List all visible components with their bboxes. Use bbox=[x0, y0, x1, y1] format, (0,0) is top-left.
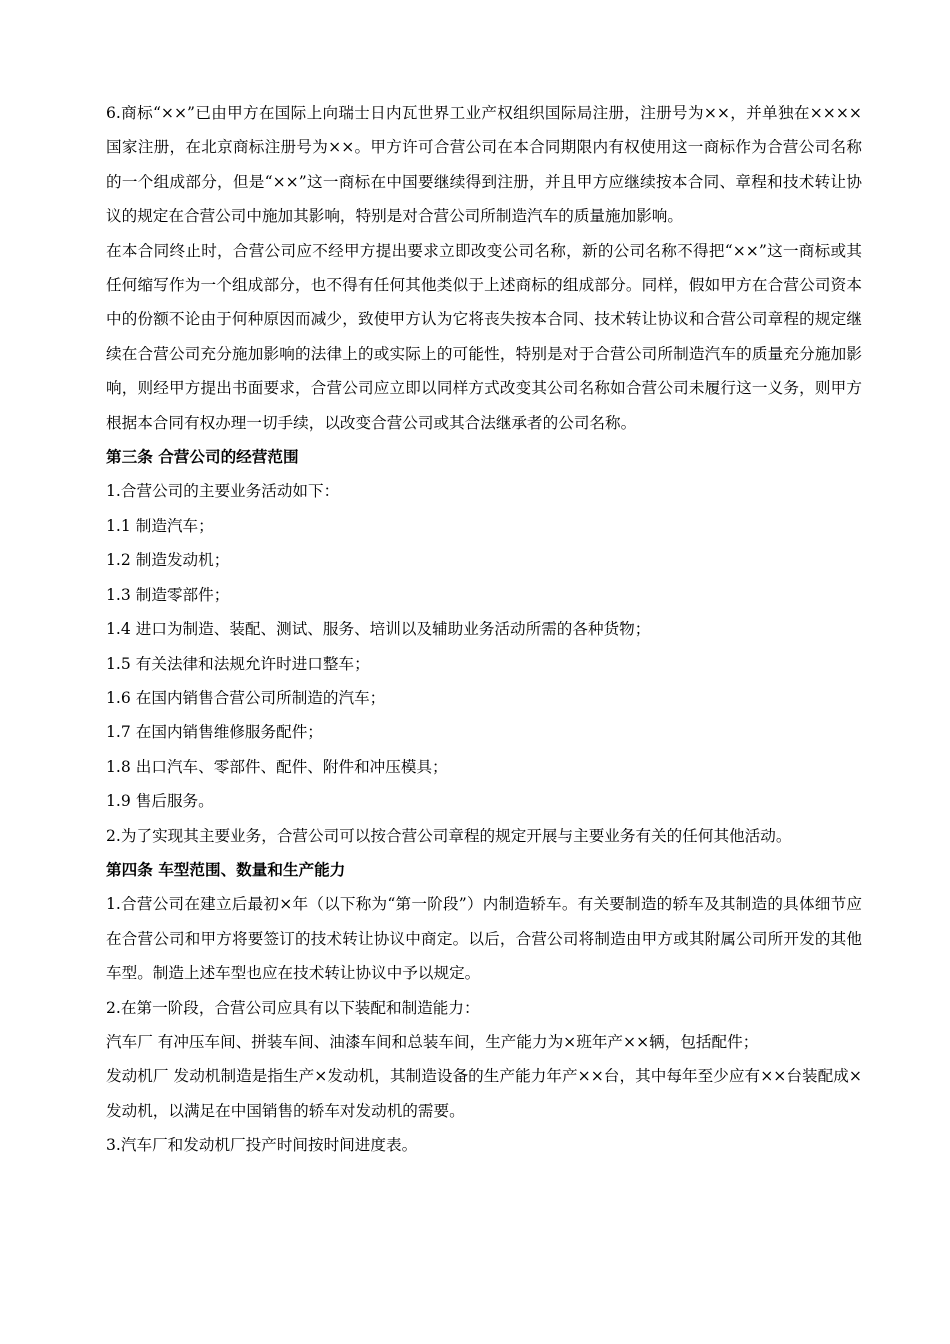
list-item: 1.6 在国内销售合营公司所制造的汽车； bbox=[106, 688, 386, 707]
list-item: 2.为了实现其主要业务，合营公司可以按合营公司章程的规定开展与主要业务有关的任何其他活动。 bbox=[106, 826, 792, 845]
list-item: 1.1 制造汽车； bbox=[106, 516, 214, 535]
section-heading-article-4: 第四条 车型范围、数量和生产能力 bbox=[106, 859, 346, 879]
list-item: 1.4 进口为制造、装配、测试、服务、培训以及辅助业务活动所需的各种货物； bbox=[106, 620, 651, 639]
list-item: 1.合营公司的主要业务活动如下： bbox=[106, 482, 340, 501]
paragraph-termination-name-change: 在本合同终止时，合营公司应不经甲方提出要求立即改变公司名称，新的公司名称不得把“××”这一商标或其任何缩写作为一个组成部分，也不得有任何其他类似于上述商标的组成部分。同样，假如甲方在合营公司资本中的份额不论由于何种原因而减少，致使甲方认为它将丧失按本合同、技术转让协议和合营公司章程的规定继续在合营公司充分施加影响的法律上的或实际上的可能性，特别是对于合营公司所制造汽车的质量充分施加影响，则经甲方提出书面要求，合营公司应立即以同样方式改变其公司名称如合营公司未履行这一义务，则甲方根据本合同有权办理一切手续，以改变合营公司或其合法继承者的公司名称。 bbox=[106, 241, 862, 432]
list-item: 2.在第一阶段，合营公司应具有以下装配和制造能力： bbox=[106, 998, 480, 1017]
paragraph-trademark: 6.商标“××”已由甲方在国际上向瑞士日内瓦世界工业产权组织国际局注册，注册号为××，并单独在××××国家注册，在北京商标注册号为××。甲方许可合营公司在本合同期限内有权使用这一商标作为合营公司名称的一个组成部分，但是“××”这一商标在中国要继续得到注册，并且甲方应继续按本合同、章程和技术转让协议的规定在合营公司中施加其影响，特别是对合营公司所制造汽车的质量施加影响。 bbox=[106, 104, 862, 226]
list-item: 1.8 出口汽车、零部件、配件、附件和冲压模具； bbox=[106, 757, 448, 776]
list-item: 1.7 在国内销售维修服务配件； bbox=[106, 723, 323, 742]
list-item: 1.5 有关法律和法规允许时进口整车； bbox=[106, 654, 370, 673]
section-heading-article-3: 第三条 合营公司的经营范围 bbox=[106, 447, 299, 467]
paragraph-first-stage: 1.合营公司在建立后最初×年（以下称为“第一阶段”）内制造轿车。有关要制造的轿车及其制造的具体细节应在合营公司和甲方将要签订的技术转让协议中商定。以后，合营公司将制造由甲方或其附属公司所开发的其他车型。制造上述车型也应在技术转让协议中予以规定。 bbox=[106, 895, 862, 983]
list-item: 1.3 制造零部件； bbox=[106, 585, 230, 604]
list-item: 1.2 制造发动机； bbox=[106, 551, 230, 570]
paragraph-engine-plant: 发动机厂 发动机制造是指生产×发动机，其制造设备的生产能力年产××台，其中每年至少应有××台装配成×发动机，以满足在中国销售的轿车对发动机的需要。 bbox=[106, 1067, 862, 1120]
list-item: 汽车厂 有冲压车间、拼装车间、油漆车间和总装车间，生产能力为×班年产××辆，包括配件； bbox=[106, 1032, 759, 1051]
list-item: 3.汽车厂和发动机厂投产时间按时间进度表。 bbox=[106, 1136, 418, 1155]
list-item: 1.9 售后服务。 bbox=[106, 792, 214, 811]
document-body bbox=[106, 96, 862, 1163]
